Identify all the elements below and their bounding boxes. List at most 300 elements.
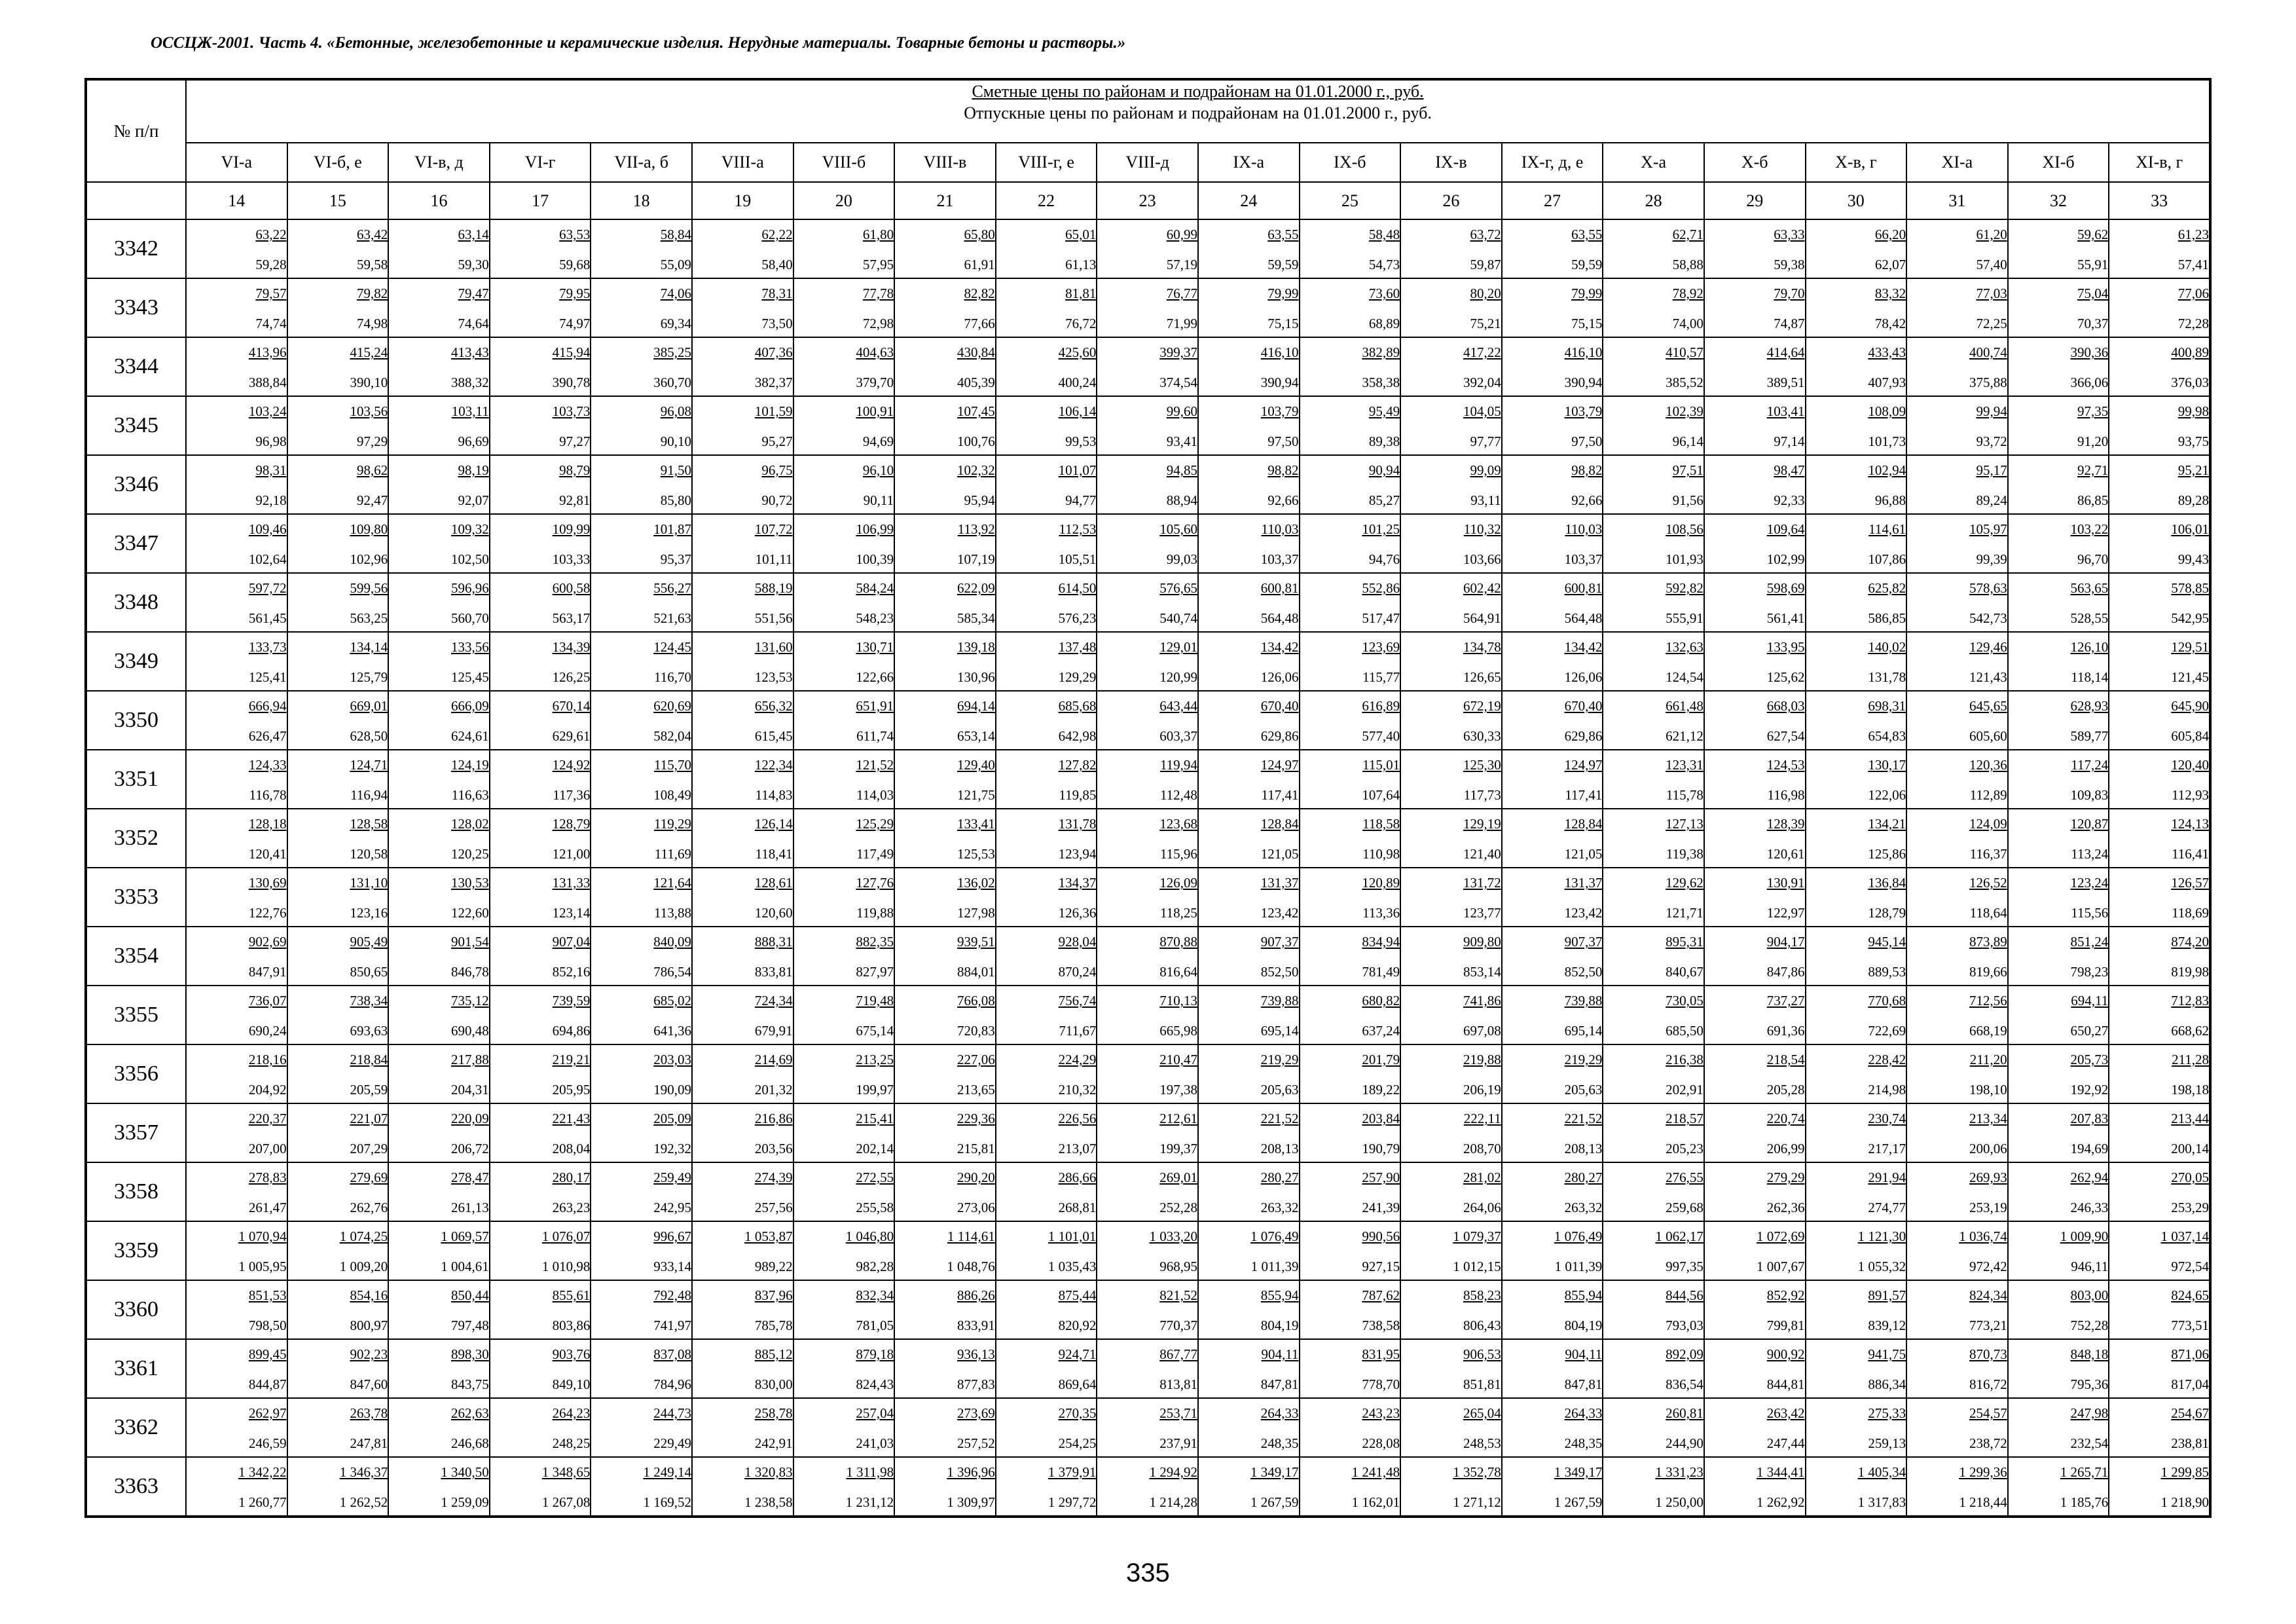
column-number-empty: [86, 182, 186, 219]
release-price: 1 185,76: [2060, 1494, 2109, 1510]
estimate-price: 103,73: [552, 403, 591, 419]
release-price: 101,11: [755, 551, 793, 567]
estimate-price: 219,88: [1463, 1052, 1501, 1067]
release-price: 118,25: [1159, 905, 1197, 921]
price-cell: [1300, 1457, 1401, 1517]
release-price: 205,95: [552, 1082, 591, 1098]
row-number: 3349: [86, 632, 186, 691]
price-cell: [1400, 1457, 1502, 1517]
estimate-price: 832,34: [856, 1287, 894, 1303]
price-cell: [1603, 278, 1704, 337]
price-cell: [1906, 337, 2008, 396]
estimate-price: 109,99: [552, 521, 591, 537]
estimate-price: 224,29: [1058, 1052, 1097, 1067]
price-cell: [1502, 573, 1603, 632]
price-cell: [2109, 1280, 2210, 1339]
district-header: IX-г, д, е: [1502, 143, 1603, 182]
release-price: 242,95: [653, 1200, 691, 1215]
price-cell: [692, 691, 793, 750]
price-cell: [1502, 455, 1603, 514]
estimate-price: 400,89: [2171, 344, 2210, 360]
price-cell: [186, 868, 287, 927]
estimate-price: 226,56: [1058, 1111, 1097, 1126]
price-cell: [2109, 1398, 2210, 1457]
estimate-price: 106,99: [856, 521, 894, 537]
estimate-price: 124,97: [1564, 757, 1603, 773]
price-cell: [692, 278, 793, 337]
estimate-price: 104,05: [1463, 403, 1501, 419]
price-cell: [1198, 514, 1300, 573]
price-cell: [1704, 1457, 1806, 1517]
price-cell: [490, 337, 591, 396]
release-price: 124,54: [1666, 669, 1704, 685]
estimate-price: 124,09: [1969, 816, 2007, 832]
price-cell: [1198, 1398, 1300, 1457]
estimate-price: 124,97: [1260, 757, 1299, 773]
estimate-price: 103,41: [1766, 403, 1805, 419]
table-row: [86, 1044, 2210, 1103]
release-price: 1 267,08: [541, 1494, 591, 1510]
release-price: 1 238,58: [744, 1494, 793, 1510]
release-price: 833,81: [754, 964, 793, 980]
release-price: 197,38: [1159, 1082, 1197, 1098]
estimate-price: 105,97: [1969, 521, 2007, 537]
estimate-price: 262,94: [2070, 1170, 2109, 1185]
release-price: 257,56: [754, 1200, 793, 1215]
estimate-price: 588,19: [754, 580, 793, 596]
price-cell: [1806, 1103, 1907, 1162]
estimate-price: 824,34: [1969, 1287, 2007, 1303]
release-price: 390,94: [1564, 375, 1603, 390]
release-price: 116,63: [451, 787, 489, 803]
estimate-price: 620,69: [653, 698, 691, 714]
estimate-price: 127,76: [856, 875, 894, 891]
price-cell: [186, 632, 287, 691]
district-header: VIII-г, е: [996, 143, 1097, 182]
price-cell: [1704, 868, 1806, 927]
release-price: 190,09: [653, 1082, 691, 1098]
estimate-price: 724,34: [754, 993, 793, 1008]
price-cell: [490, 1457, 591, 1517]
estimate-price: 103,24: [248, 403, 287, 419]
release-price: 102,64: [248, 551, 287, 567]
price-cell: [692, 396, 793, 455]
price-cell: [1097, 337, 1198, 396]
release-price: 61,13: [1065, 257, 1097, 272]
estimate-price: 211,20: [1969, 1052, 2007, 1067]
release-price: 192,32: [653, 1141, 691, 1156]
estimate-price: 855,94: [1260, 1287, 1299, 1303]
price-cell: [1400, 1398, 1502, 1457]
release-price: 820,92: [1058, 1318, 1097, 1333]
estimate-price: 278,47: [451, 1170, 489, 1185]
release-price: 933,14: [653, 1259, 691, 1274]
estimate-price: 134,21: [1868, 816, 1906, 832]
release-price: 59,38: [1774, 257, 1805, 272]
release-price: 94,69: [862, 434, 894, 449]
release-price: 773,51: [2171, 1318, 2210, 1333]
estimate-price: 125,30: [1463, 757, 1501, 773]
price-cell: [1198, 1162, 1300, 1221]
estimate-price: 556,27: [653, 580, 691, 596]
estimate-price: 129,51: [2171, 639, 2210, 655]
estimate-price: 1 121,30: [1857, 1228, 1906, 1244]
release-price: 555,91: [1666, 610, 1704, 626]
release-price: 982,28: [856, 1259, 894, 1274]
estimate-price: 844,56: [1666, 1287, 1704, 1303]
estimate-price: 63,53: [559, 227, 591, 242]
release-price: 521,63: [653, 610, 691, 626]
release-price: 653,14: [957, 728, 995, 744]
price-cell: [1198, 750, 1300, 809]
estimate-price: 133,56: [451, 639, 489, 655]
price-cell: [1704, 1103, 1806, 1162]
price-cell: [591, 1398, 692, 1457]
price-cell: [793, 1398, 895, 1457]
price-cell: [287, 1162, 389, 1221]
price-cell: [894, 455, 996, 514]
estimate-price: 125,29: [856, 816, 894, 832]
estimate-price: 121,52: [856, 757, 894, 773]
release-price: 248,35: [1564, 1435, 1603, 1451]
release-price: 1 011,39: [1554, 1259, 1603, 1274]
price-cell: [1906, 632, 2008, 691]
release-price: 201,32: [754, 1082, 793, 1098]
table-row: [86, 809, 2210, 868]
estimate-price: 259,49: [653, 1170, 691, 1185]
price-cell: [1806, 632, 1907, 691]
price-cell: [1502, 1398, 1603, 1457]
estimate-price: 1 070,94: [238, 1228, 287, 1244]
release-price: 96,88: [1874, 492, 1906, 508]
release-price: 778,70: [1362, 1376, 1400, 1392]
release-price: 1 262,52: [339, 1494, 388, 1510]
price-cell: [1906, 455, 2008, 514]
release-price: 247,81: [350, 1435, 388, 1451]
price-cell: [490, 750, 591, 809]
release-price: 264,06: [1463, 1200, 1501, 1215]
estimate-price: 286,66: [1058, 1170, 1097, 1185]
price-cell: [1400, 750, 1502, 809]
release-price: 210,32: [1058, 1082, 1097, 1098]
release-price: 118,14: [2071, 669, 2109, 685]
price-cell: [1502, 337, 1603, 396]
column-number: 22: [996, 182, 1097, 219]
estimate-price: 882,35: [856, 934, 894, 950]
estimate-price: 79,47: [458, 286, 489, 301]
estimate-price: 670,40: [1564, 698, 1603, 714]
estimate-price: 63,22: [255, 227, 287, 242]
release-price: 192,92: [2070, 1082, 2109, 1098]
estimate-price: 694,14: [957, 698, 995, 714]
column-number: 25: [1300, 182, 1401, 219]
release-price: 781,05: [856, 1318, 894, 1333]
release-price: 624,61: [451, 728, 489, 744]
release-price: 517,47: [1362, 610, 1400, 626]
release-price: 629,86: [1260, 728, 1299, 744]
estimate-price: 385,25: [653, 344, 691, 360]
estimate-price: 770,68: [1868, 993, 1906, 1008]
estimate-price: 66,20: [1874, 227, 1906, 242]
row-number: 3355: [86, 986, 186, 1044]
price-cell: [1906, 1044, 2008, 1103]
price-cell: [591, 868, 692, 927]
estimate-price: 270,05: [2171, 1170, 2210, 1185]
estimate-price: 1 294,92: [1149, 1464, 1197, 1480]
price-cell: [1097, 1280, 1198, 1339]
price-cell: [1198, 1457, 1300, 1517]
release-price: 850,65: [350, 964, 388, 980]
price-cell: [1300, 1398, 1401, 1457]
release-price: 797,48: [451, 1318, 489, 1333]
price-cell: [490, 1398, 591, 1457]
estimate-price: 855,61: [552, 1287, 591, 1303]
release-price: 273,06: [957, 1200, 995, 1215]
estimate-price: 134,14: [350, 639, 388, 655]
estimate-price: 552,86: [1362, 580, 1400, 596]
price-cell: [1400, 337, 1502, 396]
estimate-price: 124,13: [2171, 816, 2210, 832]
price-cell: [186, 396, 287, 455]
release-price: 824,43: [856, 1376, 894, 1392]
price-cell: [996, 396, 1097, 455]
district-header: VIII-б: [793, 143, 895, 182]
release-price: 693,63: [350, 1023, 388, 1039]
estimate-price: 103,79: [1260, 403, 1299, 419]
price-cell: [996, 1339, 1097, 1398]
estimate-price: 91,50: [660, 462, 691, 478]
release-price: 360,70: [653, 375, 691, 390]
estimate-price: 101,25: [1362, 521, 1400, 537]
price-cell: [793, 927, 895, 986]
release-price: 208,70: [1463, 1141, 1501, 1156]
release-price: 94,76: [1368, 551, 1400, 567]
estimate-price: 892,09: [1666, 1346, 1704, 1362]
estimate-price: 79,95: [559, 286, 591, 301]
price-cell: [1704, 337, 1806, 396]
estimate-price: 858,23: [1463, 1287, 1501, 1303]
price-cell: [186, 1339, 287, 1398]
price-cell: [996, 278, 1097, 337]
estimate-price: 79,57: [255, 286, 287, 301]
price-cell: [1097, 573, 1198, 632]
price-cell: [388, 1103, 490, 1162]
release-price: 630,33: [1463, 728, 1501, 744]
release-price: 695,14: [1564, 1023, 1603, 1039]
estimate-price: 228,42: [1868, 1052, 1906, 1067]
price-cell: [793, 986, 895, 1044]
estimate-price: 584,24: [856, 580, 894, 596]
estimate-price: 263,78: [350, 1405, 388, 1421]
estimate-price: 121,64: [653, 875, 691, 891]
release-price: 374,54: [1159, 375, 1197, 390]
estimate-price: 115,70: [653, 757, 691, 773]
price-cell: [2109, 691, 2210, 750]
release-price: 117,41: [1261, 787, 1299, 803]
release-price: 817,04: [2171, 1376, 2210, 1392]
release-price: 118,41: [755, 846, 793, 862]
estimate-price: 904,11: [1565, 1346, 1603, 1362]
price-cell: [1300, 573, 1401, 632]
release-price: 59,28: [255, 257, 287, 272]
estimate-price: 63,42: [356, 227, 388, 242]
price-cell: [287, 1044, 389, 1103]
price-cell: [186, 455, 287, 514]
price-cell: [591, 1103, 692, 1162]
price-cell: [2008, 1457, 2109, 1517]
price-cell: [186, 337, 287, 396]
estimate-price: 98,62: [356, 462, 388, 478]
release-price: 564,48: [1260, 610, 1299, 626]
price-cell: [894, 809, 996, 868]
price-cell: [490, 927, 591, 986]
column-number: 19: [692, 182, 793, 219]
price-cell: [1400, 1221, 1502, 1280]
estimate-price: 886,26: [957, 1287, 995, 1303]
estimate-price: 103,22: [2070, 521, 2109, 537]
release-price: 675,14: [856, 1023, 894, 1039]
release-price: 123,42: [1564, 905, 1603, 921]
release-price: 93,41: [1166, 434, 1197, 449]
estimate-price: 902,69: [248, 934, 287, 950]
release-price: 654,83: [1868, 728, 1906, 744]
estimate-price: 578,63: [1969, 580, 2007, 596]
estimate-price: 264,33: [1564, 1405, 1603, 1421]
price-cell: [1097, 1103, 1198, 1162]
estimate-price: 98,19: [458, 462, 489, 478]
price-cell: [1198, 573, 1300, 632]
row-number: 3344: [86, 337, 186, 396]
price-cell: [1300, 1280, 1401, 1339]
price-cell: [1704, 1280, 1806, 1339]
release-price: 90,11: [863, 492, 894, 508]
release-price: 1 218,90: [2160, 1494, 2210, 1510]
price-cell: [1502, 278, 1603, 337]
row-number: 3348: [86, 573, 186, 632]
release-price: 870,24: [1058, 964, 1097, 980]
release-price: 111,69: [654, 846, 691, 862]
price-cell: [2008, 455, 2109, 514]
release-price: 76,72: [1065, 316, 1097, 331]
release-price: 115,77: [1362, 669, 1400, 685]
estimate-price: 1 320,83: [744, 1464, 793, 1480]
release-price: 668,19: [1969, 1023, 2007, 1039]
price-cell: [287, 632, 389, 691]
release-price: 629,86: [1564, 728, 1603, 744]
price-cell: [1198, 337, 1300, 396]
release-price: 819,66: [1969, 964, 2007, 980]
release-price: 126,25: [552, 669, 591, 685]
estimate-price: 211,28: [2172, 1052, 2210, 1067]
price-cell: [1198, 1044, 1300, 1103]
price-cell: [186, 1044, 287, 1103]
price-cell: [2109, 868, 2210, 927]
price-cell: [186, 573, 287, 632]
price-cell: [490, 219, 591, 278]
release-price: 1 317,83: [1857, 1494, 1906, 1510]
table-title-header: [186, 79, 2210, 143]
table-row: [86, 1457, 2210, 1517]
price-cell: [1806, 927, 1907, 986]
price-cell: [692, 1044, 793, 1103]
estimate-price: 888,31: [754, 934, 793, 950]
estimate-price: 924,71: [1058, 1346, 1097, 1362]
release-price: 839,12: [1868, 1318, 1906, 1333]
release-price: 57,19: [1166, 257, 1197, 272]
price-cell: [1704, 278, 1806, 337]
release-price: 274,77: [1868, 1200, 1906, 1215]
estimate-price: 126,57: [2171, 875, 2210, 891]
estimate-price: 834,94: [1362, 934, 1400, 950]
estimate-price: 645,65: [1969, 698, 2007, 714]
release-price: 71,99: [1166, 316, 1197, 331]
release-price: 112,93: [2172, 787, 2210, 803]
estimate-price: 668,03: [1766, 698, 1805, 714]
release-price: 257,52: [957, 1435, 995, 1451]
price-cell: [1806, 219, 1907, 278]
price-cell: [2008, 573, 2109, 632]
estimate-price: 275,33: [1868, 1405, 1906, 1421]
release-price: 121,05: [1260, 846, 1299, 862]
estimate-price: 79,99: [1267, 286, 1299, 301]
price-cell: [894, 1280, 996, 1339]
price-cell: [1400, 514, 1502, 573]
price-cell: [388, 1339, 490, 1398]
estimate-price: 854,16: [350, 1287, 388, 1303]
price-cell: [388, 1457, 490, 1517]
release-price: 204,92: [248, 1082, 287, 1098]
price-cell: [388, 868, 490, 927]
release-price: 1 260,77: [238, 1494, 287, 1510]
price-cell: [287, 1103, 389, 1162]
release-price: 1 055,32: [1857, 1259, 1906, 1274]
release-price: 1 271,12: [1453, 1494, 1501, 1510]
price-cell: [1603, 219, 1704, 278]
estimate-price: 803,00: [2070, 1287, 2109, 1303]
estimate-price: 276,55: [1666, 1170, 1704, 1185]
estimate-price: 134,78: [1463, 639, 1501, 655]
release-price: 255,58: [856, 1200, 894, 1215]
price-cell: [1704, 750, 1806, 809]
release-price: 1 267,59: [1554, 1494, 1603, 1510]
release-price: 123,14: [552, 905, 591, 921]
release-price: 388,32: [451, 375, 489, 390]
price-cell: [1906, 1339, 2008, 1398]
estimate-price: 99,94: [1976, 403, 2007, 419]
price-cell: [1198, 927, 1300, 986]
estimate-price: 902,23: [350, 1346, 388, 1362]
release-price: 205,63: [1260, 1082, 1299, 1098]
release-price: 390,94: [1260, 375, 1299, 390]
release-price: 91,56: [1672, 492, 1704, 508]
release-price: 800,97: [350, 1318, 388, 1333]
price-cell: [1300, 750, 1401, 809]
estimate-price: 413,96: [248, 344, 287, 360]
estimate-price: 1 352,78: [1453, 1464, 1501, 1480]
price-cell: [2008, 1398, 2109, 1457]
release-price: 889,53: [1868, 964, 1906, 980]
estimate-price: 269,93: [1969, 1170, 2007, 1185]
price-cell: [1806, 455, 1907, 514]
estimate-price: 99,98: [2178, 403, 2210, 419]
release-price: 125,86: [1868, 846, 1906, 862]
release-price: 695,14: [1260, 1023, 1299, 1039]
estimate-price: 128,84: [1564, 816, 1603, 832]
estimate-price: 128,58: [350, 816, 388, 832]
price-cell: [186, 1398, 287, 1457]
column-number: 23: [1097, 182, 1198, 219]
release-price: 577,40: [1362, 728, 1400, 744]
